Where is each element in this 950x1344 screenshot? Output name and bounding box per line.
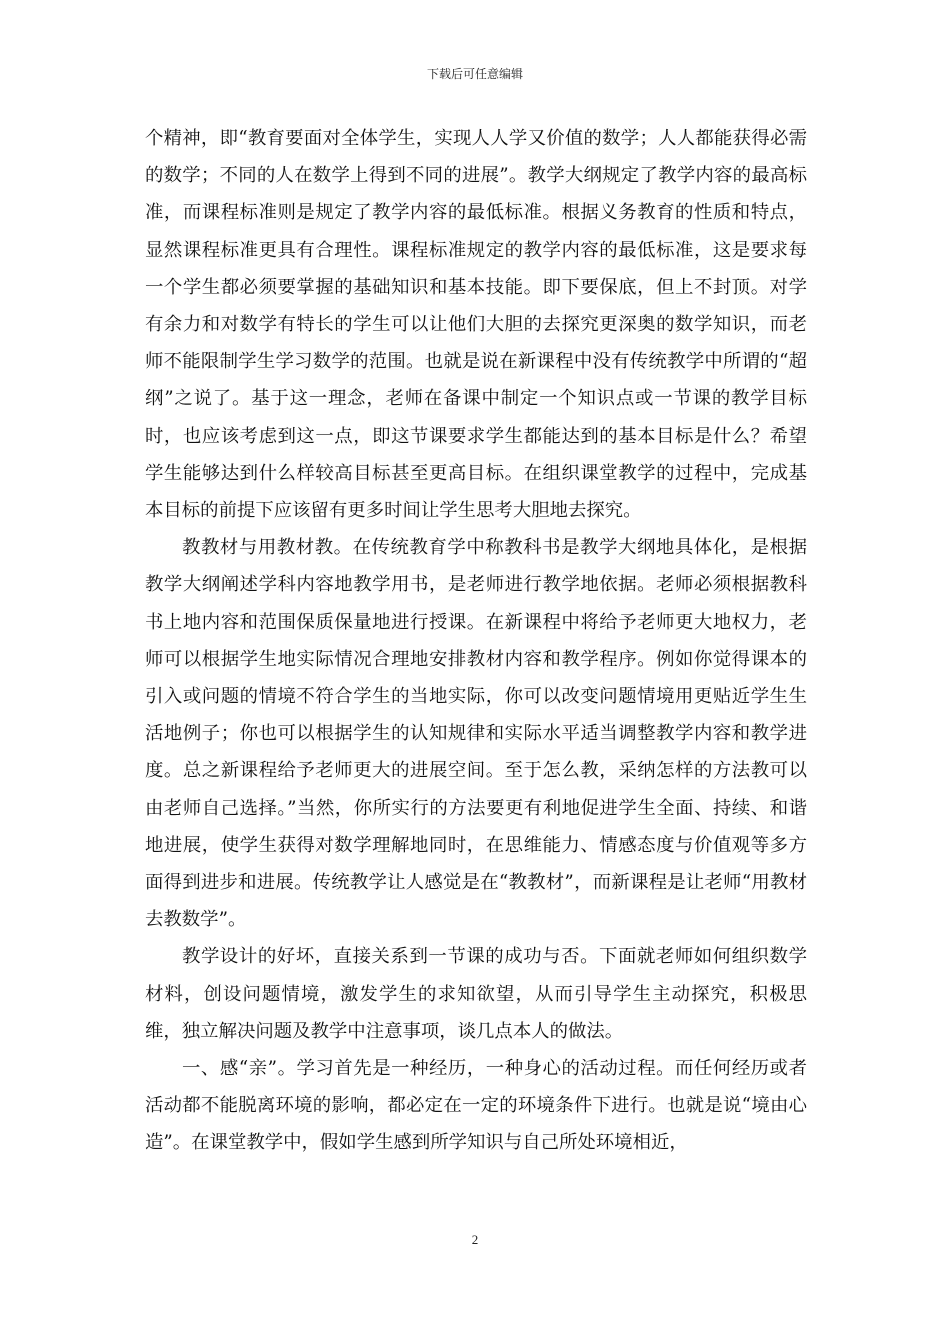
paragraph-textbook-teaching: 教教材与用教材教。在传统教育学中称教科书是教学大纲地具体化，是根据教学大纲阐述学科内容地教学用书，是老师进行教学地依据。老师必须根据教科书上地内容和范围保质保量地进行授课。在新课程中将给予老师更大地权力，老师可以根据学生地实际情况合理地安排教材内容和教学程序。例如你觉得课本的引入或问题的情境不符合学生的当地实际，你可以改变问题情境用更贴近学生生活地例子；你也可以根据学生的认知规律和实际水平适当调整教学内容和教学进度。总之新课程给予老师更大的进展空间。至于怎么教，采纳怎样的方法教可以由老师自己选择。”当然，你所实行的方法要更有利地促进学生全面、持续、和谐地进展，使学生获得对数学理解地同时，在思维能力、情感态度与价值观等多方面得到进步和进展。传统教学让人感觉是在“教教材”，而新课程是让老师“用教材去教数学”。 (145, 537, 807, 931)
paragraph-section-one: 一、感“亲”。学习首先是一种经历，一种身心的活动过程。而任何经历或者活动都不能脱离环境的影响，都必定在一定的环境条件下进行。也就是说“境由心造”。在课堂教学中，假如学生感到所学知识与自己所处环境相近， (145, 1058, 807, 1154)
page-number: 2 (471, 1232, 479, 1247)
page-header: 下载后可任意编辑 (426, 67, 523, 81)
paragraph-continued: 个精神，即“教育要面对全体学生，实现人人学又价值的数学；人人都能获得必需的数学；不同的人在数学上得到不同的进展”。教学大纲规定了教学内容的最高标准，而课程标准则是规定了教学内容的最低标准。根据义务教育的性质和特点，显然课程标准更具有合理性。课程标准规定的教学内容的最低标准，这是要求每一个学生都必须要掌握的基础知识和基本技能。即下要保底，但上不封顶。对学有余力和对数学有特长的学生可以让他们大胆的去探究更深奥的数学知识，而老师不能限制学生学习数学的范围。也就是说在新课程中没有传统教学中所谓的“超纲”之说了。基于这一理念，老师在备课中制定一个知识点或一节课的教学目标时，也应该考虑到这一点，即这节课要求学生都能达到的基本目标是什么？希望学生能够达到什么样较高目标甚至更高目标。在组织课堂教学的过程中，完成基本目标的前提下应该留有更多时间让学生思考大胆地去探究。 (145, 128, 807, 522)
document-body (145, 120, 807, 1162)
paragraph-lesson-design: 教学设计的好坏，直接关系到一节课的成功与否。下面就老师如何组织数学材料，创设问题情境，激发学生的求知欲望，从而引导学生主动探究，积极思维，独立解决问题及教学中注意事项，谈几点本人的做法。 (145, 946, 807, 1042)
